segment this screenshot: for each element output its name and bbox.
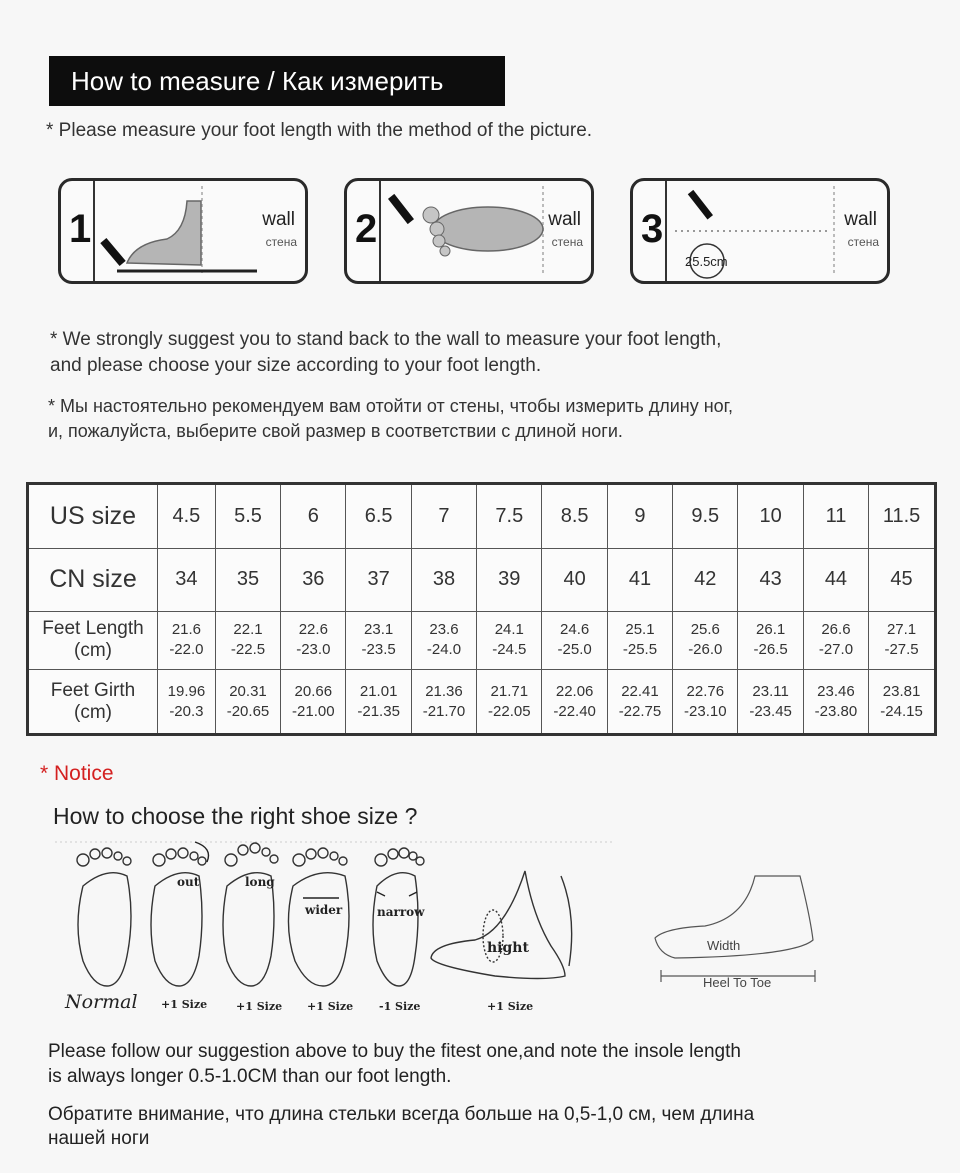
table-cell: 42: [673, 548, 738, 611]
foot-out-icon: [151, 842, 209, 986]
wall-label: wall: [262, 209, 295, 230]
wall-label-ru: стена: [847, 235, 879, 249]
range-end: -27.0: [818, 641, 854, 659]
wall-label-ru: стена: [551, 235, 583, 249]
table-cell: 8.5: [542, 484, 607, 549]
range-end: -23.5: [361, 641, 396, 659]
foot-types-illustration: [55, 836, 885, 1026]
divider: [379, 181, 381, 281]
range-end: -26.0: [688, 641, 723, 659]
table-cell: 7.5: [477, 484, 542, 549]
table-cell: 4.5: [158, 484, 216, 549]
table-cell: [215, 611, 280, 670]
suggest-en-line1: * We strongly suggest you to stand back to the wall to measure your foot length,: [50, 329, 722, 350]
step-number: 2: [355, 207, 378, 251]
caption: +1 Size: [487, 1000, 534, 1013]
foot-wider-icon: [288, 848, 349, 986]
table-cell: [673, 611, 738, 670]
range-end: -22.5: [230, 641, 266, 659]
range-start: 23.11: [752, 682, 789, 700]
table-cell: 6.5: [346, 484, 411, 549]
table-cell: 9.5: [673, 484, 738, 549]
table-cell: [411, 670, 476, 735]
range-start: 23.1: [364, 621, 394, 639]
table-cell: 11: [803, 484, 868, 549]
choose-title: How to choose the right shoe size ?: [53, 803, 418, 829]
row-header: CN size: [28, 548, 158, 611]
range-start: 22.1: [233, 621, 263, 639]
caption-normal: Normal: [65, 991, 138, 1013]
range-end: -21.35: [357, 702, 400, 720]
caption: +1 Size: [307, 1000, 354, 1013]
heel-to-toe-label: Heel To Toe: [703, 975, 772, 990]
range-end: -21.00: [292, 702, 335, 720]
range-end: -24.5: [492, 641, 527, 659]
range-end: -23.80: [814, 702, 858, 720]
range-start: 27.1: [886, 621, 917, 639]
range-end: -26.5: [753, 641, 788, 659]
measure-value: 25.5cm: [685, 254, 728, 269]
footer-en-line2: is always longer 0.5-1.0CM than our foot length.: [48, 1066, 452, 1087]
range-end: -24.0: [426, 641, 462, 659]
wall-label: wall: [548, 209, 581, 230]
table-cell: [738, 670, 803, 735]
footer-ru-line2: нашей ноги: [48, 1128, 150, 1149]
range-start: 23.6: [429, 621, 459, 639]
table-cell: 41: [607, 548, 672, 611]
row-label: Feet Length: [42, 618, 144, 640]
table-cell: [869, 670, 936, 735]
range-start: 23.81: [882, 682, 921, 700]
wall-label-ru: стена: [265, 235, 297, 249]
table-cell: [281, 670, 346, 735]
range-start: 20.31: [229, 682, 267, 700]
table-cell: 45: [869, 548, 936, 611]
suggest-en-line2: and please choose your size according to your foot length.: [50, 355, 542, 376]
intro-text: * Please measure your foot length with the method of the picture.: [46, 120, 593, 141]
range-start: 21.36: [425, 682, 463, 700]
range-end: -27.5: [884, 641, 919, 659]
table-cell: [673, 670, 738, 735]
table-row-length: [28, 611, 936, 670]
foot-high-instep-icon: [431, 871, 572, 979]
table-cell: [477, 611, 542, 670]
range-end: -20.3: [169, 702, 204, 720]
table-cell: 44: [803, 548, 868, 611]
table-cell: [411, 611, 476, 670]
table-cell: [158, 611, 216, 670]
range-end: -25.5: [622, 641, 658, 659]
table-cell: [607, 670, 672, 735]
range-start: 26.1: [756, 621, 786, 639]
range-end: -23.10: [684, 702, 727, 720]
foot-side-icon: [97, 181, 267, 281]
step-card-1: [58, 178, 308, 284]
table-cell: 37: [346, 548, 411, 611]
range-start: 22.76: [686, 682, 725, 700]
range-start: 21.71: [490, 682, 529, 700]
page-title: How to measure / Как измерить: [49, 56, 505, 106]
foot-side-measure-icon: [655, 876, 815, 982]
table-cell: 11.5: [869, 484, 936, 549]
table-cell: 39: [477, 548, 542, 611]
table-cell: [738, 611, 803, 670]
row-unit: (cm): [74, 640, 112, 662]
table-cell: [346, 611, 411, 670]
row-label: Feet Girth: [50, 679, 136, 701]
range-end: -22.40: [553, 702, 596, 720]
range-end: -21.70: [422, 702, 466, 720]
range-end: -23.0: [296, 641, 331, 659]
step-card-3: [630, 178, 890, 284]
caption: -1 Size: [379, 1000, 421, 1013]
table-cell: 38: [411, 548, 476, 611]
range-start: 20.66: [294, 682, 333, 700]
divider: [93, 181, 95, 281]
suggest-ru-line2: и, пожалуйста, выберите свой размер в соответствии с длиной ноги.: [48, 421, 623, 441]
table-cell: [477, 670, 542, 735]
range-start: 26.6: [821, 621, 851, 639]
table-row-us: [28, 484, 936, 549]
table-cell: 5.5: [215, 484, 280, 549]
table-cell: 6: [281, 484, 346, 549]
table-cell: [158, 670, 216, 735]
foot-long-icon: [223, 843, 278, 986]
table-row-girth: [28, 670, 936, 735]
notice-label: * Notice: [40, 762, 114, 785]
row-header: [28, 670, 158, 735]
table-cell: 40: [542, 548, 607, 611]
row-header: [28, 611, 158, 670]
step-number: 3: [641, 207, 664, 251]
table-cell: 36: [281, 548, 346, 611]
table-cell: 7: [411, 484, 476, 549]
footer-ru-line1: Обратите внимание, что длина стельки всегда больше на 0,5-1,0 см, чем длина: [48, 1104, 755, 1125]
range-end: -22.0: [169, 641, 204, 659]
row-header: US size: [28, 484, 158, 549]
range-start: 22.6: [298, 621, 328, 639]
range-end: -22.05: [488, 702, 531, 720]
table-cell: [542, 670, 607, 735]
foot-tag: out: [177, 875, 200, 889]
table-cell: 35: [215, 548, 280, 611]
range-start: 21.6: [171, 621, 202, 639]
width-label: Width: [707, 938, 741, 953]
table-cell: [803, 670, 868, 735]
range-start: 23.46: [817, 682, 855, 700]
range-start: 24.1: [494, 621, 524, 639]
suggest-ru-line1: * Мы настоятельно рекомендуем вам отойти от стены, чтобы измерить длину ног,: [48, 396, 734, 416]
row-unit: (cm): [74, 701, 112, 723]
range-start: 24.6: [560, 621, 590, 639]
caption: +1 Size: [161, 998, 208, 1011]
table-cell: [215, 670, 280, 735]
step-number: 1: [69, 207, 92, 251]
range-start: 22.41: [621, 682, 659, 700]
range-start: 21.01: [359, 682, 398, 700]
step-card-2: [344, 178, 594, 284]
table-cell: 10: [738, 484, 803, 549]
range-start: 22.06: [555, 682, 594, 700]
range-end: -25.0: [557, 641, 592, 659]
range-start: 25.6: [690, 621, 720, 639]
foot-normal-icon: [77, 848, 131, 986]
wall-label: wall: [844, 209, 877, 230]
range-start: 25.1: [625, 621, 655, 639]
table-cell: 9: [607, 484, 672, 549]
size-table: [26, 482, 937, 736]
caption: +1 Size: [236, 1000, 283, 1013]
foot-tag: narrow: [377, 905, 425, 919]
table-cell: [346, 670, 411, 735]
table-cell: 43: [738, 548, 803, 611]
foot-tag: hight: [487, 940, 529, 956]
foot-tag: wider: [305, 903, 343, 917]
table-cell: 34: [158, 548, 216, 611]
range-end: -22.75: [618, 702, 662, 720]
foot-tag: long: [245, 875, 275, 889]
range-start: 19.96: [167, 682, 206, 700]
range-end: -23.45: [749, 702, 792, 720]
divider: [665, 181, 667, 281]
table-cell: [607, 611, 672, 670]
table-cell: [869, 611, 936, 670]
table-cell: [803, 611, 868, 670]
footer-en-line1: Please follow our suggestion above to buy the fitest one,and note the insole length: [48, 1041, 741, 1062]
table-row-cn: [28, 548, 936, 611]
table-cell: [542, 611, 607, 670]
table-cell: [281, 611, 346, 670]
foot-top-icon: [383, 181, 553, 281]
range-end: -20.65: [226, 702, 270, 720]
range-end: -24.15: [880, 702, 923, 720]
